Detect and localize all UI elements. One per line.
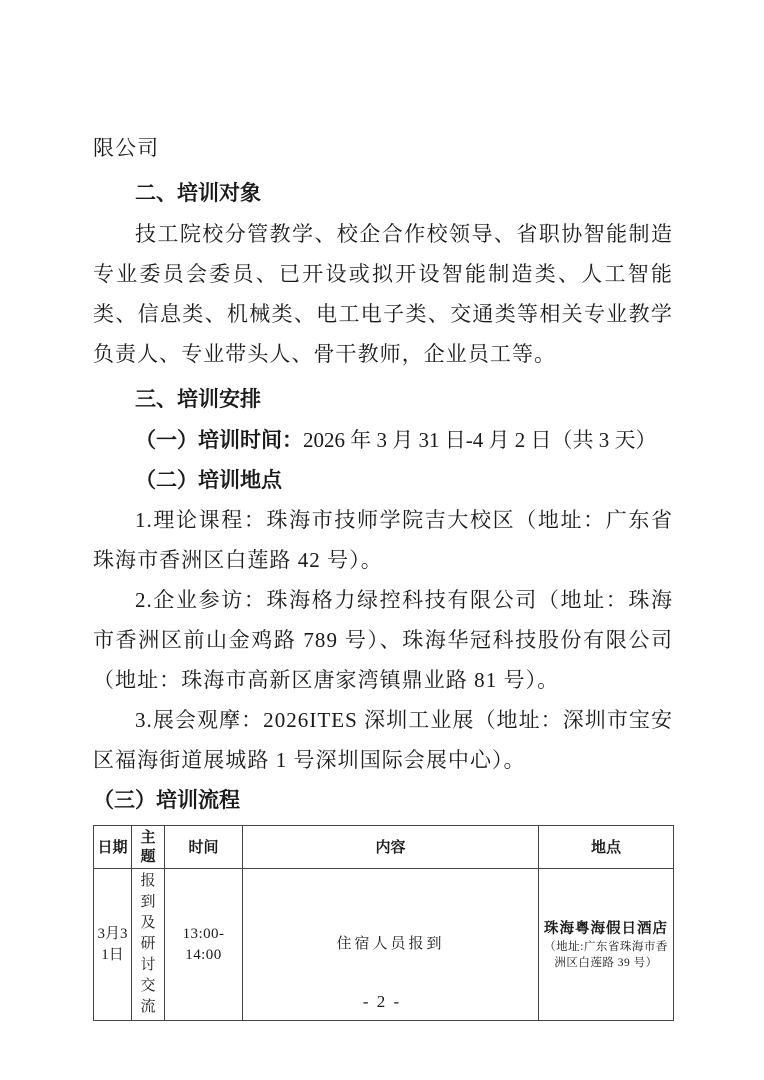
cell-time: 13:00-14:00 xyxy=(165,869,243,1021)
training-time-label: （一）培训时间： xyxy=(135,428,303,452)
location-point-2: 2.企业参访：珠海格力绿控科技有限公司（地址：珠海市香洲区前山金鸡路 789 号）、珠海华冠科技股份有限公司（地址：珠海市高新区唐家湾镇鼎业路 81 号）。 xyxy=(93,588,673,692)
training-time-value: 2026 年 3 月 31 日-4 月 2 日（共 3 天） xyxy=(303,428,657,452)
training-flow-heading: （三）培训流程 xyxy=(93,788,240,812)
header-theme: 主题 xyxy=(132,826,165,869)
cell-date: 3月31日 xyxy=(94,869,132,1021)
schedule-header-row xyxy=(94,826,674,869)
header-content: 内容 xyxy=(243,826,539,869)
continuation-line: 限公司 xyxy=(93,136,160,160)
header-date: 日期 xyxy=(94,826,132,869)
section2-body: 技工院校分管教学、校企合作校领导、省职协智能制造专业委员会委员、已开设或拟开设智能制造类、人工智能类、信息类、机械类、电工电子类、交通类等相关专业教学负责人、专业带头人、骨干教师，企业员工等。 xyxy=(93,222,673,366)
header-time: 时间 xyxy=(165,826,243,869)
document-content xyxy=(93,128,673,1021)
cell-content: 住宿人员报到 xyxy=(243,869,539,1021)
header-venue: 地点 xyxy=(539,826,674,869)
page-number: - 2 - xyxy=(362,992,402,1011)
location-point-1: 1.理论课程：珠海市技师学院吉大校区（地址：广东省珠海市香洲区白莲路 42 号）。 xyxy=(93,508,673,572)
section3-heading: 三、培训安排 xyxy=(135,388,261,411)
section2-heading: 二、培训对象 xyxy=(135,182,261,205)
venue-address: （地址:广东省珠海市香洲区白莲路 39 号） xyxy=(544,940,668,969)
location-point-3: 3.展会观摩：2026ITES 深圳工业展（地址：深圳市宝安区福海街道展城路 1 号深圳国际会展中心）。 xyxy=(93,708,673,772)
cell-theme: 报到及研讨交流 xyxy=(132,869,165,1021)
venue-name: 珠海粤海假日酒店 xyxy=(544,920,668,937)
training-time-line xyxy=(93,420,673,460)
training-location-heading: （二）培训地点 xyxy=(135,468,282,492)
